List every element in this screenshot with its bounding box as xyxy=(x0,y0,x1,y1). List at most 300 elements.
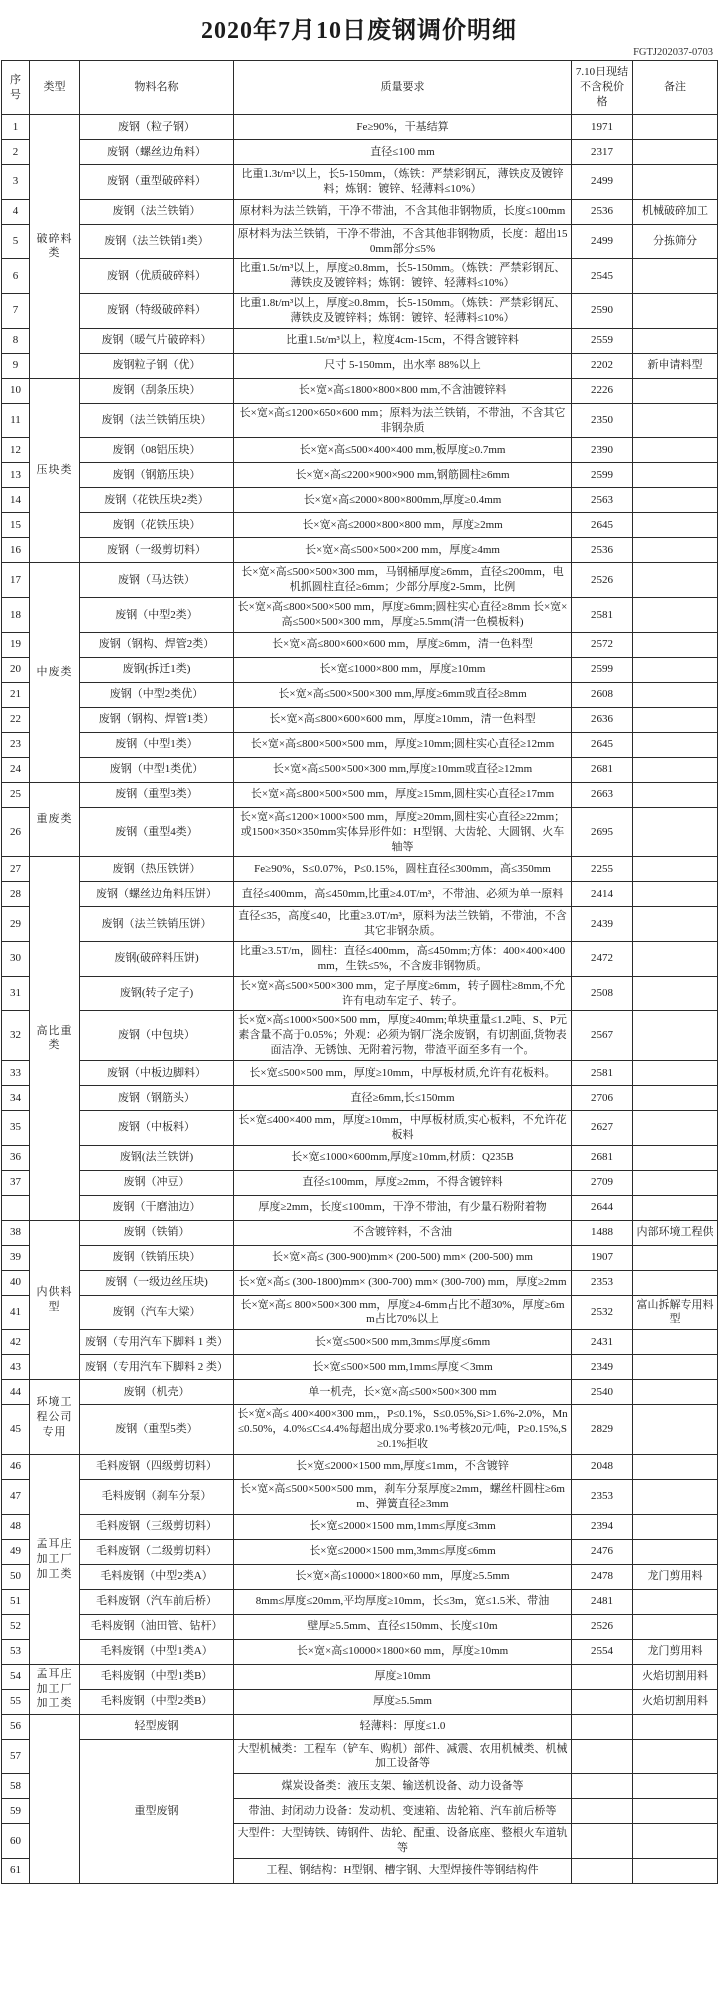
cell-price: 2390 xyxy=(572,438,633,463)
cell-material-name: 废钢（优质破碎料） xyxy=(80,259,234,294)
cell-no: 35 xyxy=(2,1110,30,1145)
cell-quality-requirement: 长×宽×高≤500×500×500 mm，刹车分泵厚度≥2mm，螺丝杆圆柱≥6mm、弹簧直径≥3mm xyxy=(234,1479,572,1514)
cell-price: 2536 xyxy=(572,199,633,224)
cell-material-name: 废钢（干磨油边） xyxy=(80,1195,234,1220)
header-type: 类型 xyxy=(30,61,80,115)
table-row xyxy=(2,1330,718,1355)
cell-material-name: 毛料废钢（三级剪切料） xyxy=(80,1514,234,1539)
cell-no: 45 xyxy=(2,1405,30,1455)
table-row xyxy=(2,513,718,538)
table-row xyxy=(2,976,718,1011)
cell-remark xyxy=(633,632,718,657)
cell-material-name: 废钢（重型4类） xyxy=(80,807,234,857)
cell-remark xyxy=(633,1514,718,1539)
cell-remark xyxy=(633,1858,718,1883)
cell-price: 2476 xyxy=(572,1539,633,1564)
table-row xyxy=(2,682,718,707)
table-row xyxy=(2,1245,718,1270)
cell-material-name: 轻型废钢 xyxy=(80,1714,234,1739)
cell-quality-requirement: 长×宽×高≤1800×800×800 mm,不含油镀锌料 xyxy=(234,378,572,403)
cell-material-name: 废钢（特级破碎料） xyxy=(80,294,234,329)
cell-no: 41 xyxy=(2,1295,30,1330)
cell-quality-requirement: 长×宽×高≤ (300-900)mm× (200-500) mm× (200-500) mm xyxy=(234,1245,572,1270)
table-row xyxy=(2,632,718,657)
cell-price: 2481 xyxy=(572,1589,633,1614)
cell-material-name: 废钢（重型5类） xyxy=(80,1405,234,1455)
cell-material-name: 废钢(转子定子) xyxy=(80,976,234,1011)
cell-remark xyxy=(633,707,718,732)
cell-price: 2636 xyxy=(572,707,633,732)
cell-remark xyxy=(633,115,718,140)
cell-remark: 富山拆解专用料型 xyxy=(633,1295,718,1330)
table-row xyxy=(2,1739,718,1774)
cell-material-name: 废钢（粒子钢） xyxy=(80,115,234,140)
cell-quality-requirement: 长×宽×高≤500×500×300 mm，定子厚度≥6mm，转子圆柱≥8mm,不允许有电动车定子、转子。 xyxy=(234,976,572,1011)
table-row xyxy=(2,328,718,353)
cell-remark xyxy=(633,882,718,907)
cell-price: 2829 xyxy=(572,1405,633,1455)
cell-quality-requirement: 长×宽×高≤1000×500×500 mm，厚度≥40mm;单块重量≤1.2吨、S、P元素含量不高于0.05%；外观：必须为钢厂浇余废钢，有切割面,货物表面洁净、无锈蚀、无附着污物，带渣平面至多有一个。 xyxy=(234,1011,572,1061)
table-row xyxy=(2,438,718,463)
cell-price: 2353 xyxy=(572,1479,633,1514)
cell-remark xyxy=(633,807,718,857)
cell-quality-requirement: 长×宽×高≤500×500×200 mm，厚度≥4mm xyxy=(234,538,572,563)
cell-material-name: 毛料废钢（四级剪切料） xyxy=(80,1454,234,1479)
header-row xyxy=(2,61,718,115)
cell-quality-requirement: 长×宽≤400×400 mm，厚度≥10mm，中厚板材质,实心板料，不允许花板料 xyxy=(234,1110,572,1145)
cell-remark xyxy=(633,1739,718,1774)
cell-quality-requirement: 轻薄料：厚度≤1.0 xyxy=(234,1714,572,1739)
cell-material-name: 毛料废钢（中型1类B） xyxy=(80,1664,234,1689)
cell-remark xyxy=(633,1085,718,1110)
cell-type: 孟耳庄加工厂加工类 xyxy=(30,1454,80,1664)
cell-quality-requirement: 长×宽×高≤800×600×600 mm，厚度≥6mm，清一色料型 xyxy=(234,632,572,657)
cell-material-name: 废钢（中板边脚料） xyxy=(80,1060,234,1085)
table-row xyxy=(2,1011,718,1061)
cell-price: 2536 xyxy=(572,538,633,563)
cell-no: 60 xyxy=(2,1824,30,1859)
cell-material-name: 废钢（铁销） xyxy=(80,1220,234,1245)
table-row xyxy=(2,563,718,598)
table-row xyxy=(2,857,718,882)
table-row xyxy=(2,1355,718,1380)
table-row xyxy=(2,1380,718,1405)
cell-type: 破碎料类 xyxy=(30,115,80,379)
cell-quality-requirement: 直径≤35，高度≤40，比重≥3.0T/m³，原料为法兰铁销，不带油，不含其它非钢杂质。 xyxy=(234,907,572,942)
cell-no: 11 xyxy=(2,403,30,438)
cell-price xyxy=(572,1824,633,1859)
cell-price: 2394 xyxy=(572,1514,633,1539)
cell-quality-requirement: 长×宽≤1000×800 mm，厚度≥10mm xyxy=(234,657,572,682)
cell-remark xyxy=(633,942,718,977)
table-row xyxy=(2,1639,718,1664)
cell-remark xyxy=(633,294,718,329)
cell-no: 14 xyxy=(2,488,30,513)
cell-remark: 龙门剪用料 xyxy=(633,1639,718,1664)
cell-material-name: 毛料废钢（中型2类B） xyxy=(80,1689,234,1714)
cell-price: 2695 xyxy=(572,807,633,857)
cell-no: 52 xyxy=(2,1614,30,1639)
cell-remark xyxy=(633,1824,718,1859)
cell-remark xyxy=(633,657,718,682)
cell-material-name: 废钢粒子钢（优） xyxy=(80,353,234,378)
cell-quality-requirement: 大型机械类：工程车（铲车、购机）部件、减震、农用机械类、机械加工设备等 xyxy=(234,1739,572,1774)
table-row xyxy=(2,882,718,907)
cell-remark xyxy=(633,857,718,882)
cell-quality-requirement: 长×宽×高≤1200×650×600 mm；原料为法兰铁销，不带油，不含其它非钢杂质 xyxy=(234,403,572,438)
cell-quality-requirement: 长×宽×高≤800×600×600 mm，厚度≥10mm，清一色料型 xyxy=(234,707,572,732)
cell-no: 53 xyxy=(2,1639,30,1664)
cell-price xyxy=(572,1799,633,1824)
table-row xyxy=(2,732,718,757)
cell-price: 1907 xyxy=(572,1245,633,1270)
table-row xyxy=(2,1714,718,1739)
cell-price: 2567 xyxy=(572,1011,633,1061)
cell-price: 2540 xyxy=(572,1380,633,1405)
cell-quality-requirement: 长×宽×高≤1200×1000×500 mm，厚度≥20mm,圆柱实心直径≥22mm；或1500×350×350mm实体异形件如：H型钢、大齿轮、大圆钢、火车轴等 xyxy=(234,807,572,857)
cell-type: 中废类 xyxy=(30,563,80,782)
cell-material-name: 废钢（螺丝边角料） xyxy=(80,140,234,165)
table-row xyxy=(2,224,718,259)
cell-no: 40 xyxy=(2,1270,30,1295)
cell-remark: 火焰切割用料 xyxy=(633,1664,718,1689)
cell-remark xyxy=(633,438,718,463)
cell-remark xyxy=(633,976,718,1011)
cell-no: 8 xyxy=(2,328,30,353)
cell-material-name: 废钢（法兰铁销1类） xyxy=(80,224,234,259)
cell-remark xyxy=(633,1799,718,1824)
cell-price: 2599 xyxy=(572,657,633,682)
table-row xyxy=(2,1195,718,1220)
cell-quality-requirement: 直径≥6mm,长≤150mm xyxy=(234,1085,572,1110)
cell-material-name: 废钢（专用汽车下脚料 2 类） xyxy=(80,1355,234,1380)
cell-remark xyxy=(633,1714,718,1739)
cell-price: 2532 xyxy=(572,1295,633,1330)
cell-price: 2608 xyxy=(572,682,633,707)
cell-no: 32 xyxy=(2,1011,30,1061)
cell-no: 56 xyxy=(2,1714,30,1739)
cell-price xyxy=(572,1774,633,1799)
cell-price: 2545 xyxy=(572,259,633,294)
cell-material-name: 毛料废钢（汽车前后桥） xyxy=(80,1589,234,1614)
cell-no: 37 xyxy=(2,1170,30,1195)
header-remark: 备注 xyxy=(633,61,718,115)
cell-remark xyxy=(633,165,718,200)
cell-price: 2317 xyxy=(572,140,633,165)
cell-quality-requirement: 工程、钢结构：H型钢、槽字钢、大型焊接件等钢结构件 xyxy=(234,1858,572,1883)
table-row xyxy=(2,199,718,224)
table-row xyxy=(2,598,718,633)
cell-material-name: 废钢（重型3类） xyxy=(80,782,234,807)
table-row xyxy=(2,538,718,563)
cell-price xyxy=(572,1714,633,1739)
cell-quality-requirement: 长×宽×高≤10000×1800×60 mm，厚度≥10mm xyxy=(234,1639,572,1664)
cell-remark xyxy=(633,463,718,488)
table-row xyxy=(2,1405,718,1455)
cell-remark xyxy=(633,1270,718,1295)
cell-quality-requirement: 壁厚≥5.5mm、直径≤150mm、长度≤10m xyxy=(234,1614,572,1639)
table-row xyxy=(2,1564,718,1589)
cell-quality-requirement: Fe≥90%，干基结算 xyxy=(234,115,572,140)
cell-remark xyxy=(633,1060,718,1085)
cell-quality-requirement: 直径≤400mm，高≤450mm,比重≥4.0T/m³，不带油、必须为单一原料 xyxy=(234,882,572,907)
cell-price: 2559 xyxy=(572,328,633,353)
cell-no: 18 xyxy=(2,598,30,633)
cell-price: 2508 xyxy=(572,976,633,1011)
cell-material-name: 毛料废钢（二级剪切料） xyxy=(80,1539,234,1564)
table-row xyxy=(2,403,718,438)
cell-material-name: 废钢（刮条压块） xyxy=(80,378,234,403)
cell-remark xyxy=(633,1614,718,1639)
table-row xyxy=(2,378,718,403)
cell-price: 1971 xyxy=(572,115,633,140)
table-row xyxy=(2,1145,718,1170)
cell-quality-requirement: 长×宽≤500×500 mm,3mm≤厚度≤6mm xyxy=(234,1330,572,1355)
cell-price: 2627 xyxy=(572,1110,633,1145)
cell-quality-requirement: 直径≤100 mm xyxy=(234,140,572,165)
cell-remark xyxy=(633,1170,718,1195)
cell-quality-requirement: 长×宽×高≤2000×800×800mm,厚度≥0.4mm xyxy=(234,488,572,513)
table-row xyxy=(2,1514,718,1539)
cell-no: 25 xyxy=(2,782,30,807)
cell-material-name: 废钢（一级剪切料） xyxy=(80,538,234,563)
header-name: 物料名称 xyxy=(80,61,234,115)
cell-no: 3 xyxy=(2,165,30,200)
cell-quality-requirement: 8mm≤厚度≤20mm,平均厚度≥10mm，长≤3m，宽≤1.5米、带油 xyxy=(234,1589,572,1614)
table-row xyxy=(2,294,718,329)
cell-remark xyxy=(633,1454,718,1479)
table-row xyxy=(2,1454,718,1479)
cell-price: 2255 xyxy=(572,857,633,882)
cell-remark xyxy=(633,1145,718,1170)
cell-material-name: 废钢（钢筋压块） xyxy=(80,463,234,488)
cell-price: 2350 xyxy=(572,403,633,438)
cell-quality-requirement: 单一机壳，长×宽×高≤500×500×300 mm xyxy=(234,1380,572,1405)
table-row xyxy=(2,1170,718,1195)
cell-material-name: 废钢（中型2类优） xyxy=(80,682,234,707)
cell-remark xyxy=(633,1355,718,1380)
cell-type: 压块类 xyxy=(30,378,80,563)
cell-remark: 龙门剪用料 xyxy=(633,1564,718,1589)
cell-no: 44 xyxy=(2,1380,30,1405)
cell-quality-requirement: 原材料为法兰铁销，干净不带油，不含其他非钢物质，长度：超出150mm部分≤5% xyxy=(234,224,572,259)
price-table xyxy=(1,60,718,1884)
cell-price: 2202 xyxy=(572,353,633,378)
cell-price: 2645 xyxy=(572,513,633,538)
cell-material-name: 废钢（马达铁） xyxy=(80,563,234,598)
cell-material-name: 废钢（中型1类） xyxy=(80,732,234,757)
cell-quality-requirement: 比重≥3.5T/m，圆柱：直径≤400mm，高≤450mm;方体：400×400×400mm，生铁≤5%，不含废非钢物质。 xyxy=(234,942,572,977)
cell-no xyxy=(2,1195,30,1220)
cell-no: 16 xyxy=(2,538,30,563)
cell-type: 孟耳庄加工厂加工类 xyxy=(30,1664,80,1714)
table-row xyxy=(2,1060,718,1085)
cell-no: 7 xyxy=(2,294,30,329)
cell-quality-requirement: 煤炭设备类：液压支架、输送机设备、动力设备等 xyxy=(234,1774,572,1799)
table-row xyxy=(2,1479,718,1514)
cell-price: 2681 xyxy=(572,1145,633,1170)
cell-price xyxy=(572,1664,633,1689)
cell-material-name: 废钢（08铝压块） xyxy=(80,438,234,463)
cell-remark xyxy=(633,1405,718,1455)
cell-material-name: 毛料废钢（中型1类A） xyxy=(80,1639,234,1664)
cell-material-name: 废钢（中包块） xyxy=(80,1011,234,1061)
cell-price: 2663 xyxy=(572,782,633,807)
cell-no: 42 xyxy=(2,1330,30,1355)
cell-remark xyxy=(633,1380,718,1405)
cell-remark xyxy=(633,682,718,707)
cell-material-name: 废钢(法兰铁饼) xyxy=(80,1145,234,1170)
cell-quality-requirement: 厚度≥5.5mm xyxy=(234,1689,572,1714)
cell-price: 2709 xyxy=(572,1170,633,1195)
cell-no: 2 xyxy=(2,140,30,165)
cell-quality-requirement: 长×宽×高≤500×500×300 mm，马钢桶厚度≥6mm，直径≤200mm，电机抓圆柱直径≥6mm；少部分厚度2-5mm，比例 xyxy=(234,563,572,598)
cell-no: 12 xyxy=(2,438,30,463)
cell-material-name: 废钢（法兰铁销压块） xyxy=(80,403,234,438)
cell-no: 39 xyxy=(2,1245,30,1270)
table-row xyxy=(2,1110,718,1145)
cell-quality-requirement: 比重1.8t/m³以上，厚度≥0.8mm，长5-150mm。（炼铁：严禁彩钢瓦、薄铁皮及镀锌料；炼钢：镀锌、轻薄料≤10%） xyxy=(234,294,572,329)
table-row xyxy=(2,1270,718,1295)
cell-no: 4 xyxy=(2,199,30,224)
cell-remark: 内部环境工程供 xyxy=(633,1220,718,1245)
cell-remark xyxy=(633,563,718,598)
cell-quality-requirement: 长×宽×高≤800×500×500 mm，厚度≥10mm;圆柱实心直径≥12mm xyxy=(234,732,572,757)
cell-quality-requirement: 长×宽≤500×500 mm,1mm≤厚度＜3mm xyxy=(234,1355,572,1380)
cell-price: 1488 xyxy=(572,1220,633,1245)
cell-no: 46 xyxy=(2,1454,30,1479)
cell-no: 26 xyxy=(2,807,30,857)
cell-price: 2572 xyxy=(572,632,633,657)
cell-price xyxy=(572,1739,633,1774)
table-row xyxy=(2,782,718,807)
table-row xyxy=(2,807,718,857)
cell-no: 22 xyxy=(2,707,30,732)
cell-quality-requirement: 长×宽×高≤800×500×500 mm，厚度≥15mm,圆柱实心直径≥17mm xyxy=(234,782,572,807)
cell-no: 23 xyxy=(2,732,30,757)
cell-material-name: 废钢（一级边丝压块) xyxy=(80,1270,234,1295)
cell-remark xyxy=(633,403,718,438)
cell-no: 20 xyxy=(2,657,30,682)
table-row xyxy=(2,1589,718,1614)
cell-quality-requirement: 长×宽×高≤ 800×500×300 mm，厚度≥4-6mm占比不超30%，厚度≥6mm占比70%以上 xyxy=(234,1295,572,1330)
cell-remark xyxy=(633,328,718,353)
cell-quality-requirement: 长×宽×高≤500×500×300 mm,厚度≥6mm或直径≥8mm xyxy=(234,682,572,707)
cell-price: 2706 xyxy=(572,1085,633,1110)
cell-no: 47 xyxy=(2,1479,30,1514)
cell-no: 6 xyxy=(2,259,30,294)
cell-quality-requirement: 厚度≥2mm，长度≤100mm，干净不带油，有少量石粉附着物 xyxy=(234,1195,572,1220)
cell-material-name: 废钢（机壳） xyxy=(80,1380,234,1405)
cell-no: 54 xyxy=(2,1664,30,1689)
cell-material-name: 废钢（热压铁饼） xyxy=(80,857,234,882)
table-row xyxy=(2,165,718,200)
cell-type xyxy=(30,1714,80,1883)
cell-no: 59 xyxy=(2,1799,30,1824)
cell-price: 2581 xyxy=(572,598,633,633)
cell-quality-requirement: 带油、封闭动力设备：发动机、变速箱、齿轮箱、汽车前后桥等 xyxy=(234,1799,572,1824)
cell-quality-requirement: 比重1.3t/m³以上，长5-150mm，（炼铁：严禁彩钢瓦，薄铁皮及镀锌料；炼钢：镀锌、轻薄料≤10%） xyxy=(234,165,572,200)
table-row xyxy=(2,1614,718,1639)
cell-no: 15 xyxy=(2,513,30,538)
cell-no: 43 xyxy=(2,1355,30,1380)
cell-remark xyxy=(633,907,718,942)
cell-remark xyxy=(633,513,718,538)
cell-material-name: 废钢（钢构、焊管2类） xyxy=(80,632,234,657)
cell-quality-requirement: 长×宽≤2000×1500 mm,厚度≤1mm，不含镀锌 xyxy=(234,1454,572,1479)
cell-no: 29 xyxy=(2,907,30,942)
cell-quality-requirement: 长×宽×高≤500×400×400 mm,板厚度≥0.7mm xyxy=(234,438,572,463)
cell-price: 2431 xyxy=(572,1330,633,1355)
cell-quality-requirement: 比重1.5t/m³以上，粒度4cm-15cm，不得含镀锌料 xyxy=(234,328,572,353)
cell-price: 2349 xyxy=(572,1355,633,1380)
table-row xyxy=(2,463,718,488)
cell-material-name: 废钢（法兰铁销压饼） xyxy=(80,907,234,942)
table-row xyxy=(2,907,718,942)
cell-no: 10 xyxy=(2,378,30,403)
table-row xyxy=(2,657,718,682)
cell-remark xyxy=(633,1011,718,1061)
table-row xyxy=(2,115,718,140)
cell-no: 27 xyxy=(2,857,30,882)
cell-remark xyxy=(633,1245,718,1270)
cell-no: 1 xyxy=(2,115,30,140)
cell-no: 30 xyxy=(2,942,30,977)
cell-material-name: 废钢(拆迁1类) xyxy=(80,657,234,682)
cell-no: 34 xyxy=(2,1085,30,1110)
cell-price: 2226 xyxy=(572,378,633,403)
cell-price: 2563 xyxy=(572,488,633,513)
table-row xyxy=(2,1085,718,1110)
cell-quality-requirement: 长×宽≤1000×600mm,厚度≥10mm,材质：Q235B xyxy=(234,1145,572,1170)
cell-remark xyxy=(633,782,718,807)
table-row xyxy=(2,140,718,165)
cell-quality-requirement: 厚度≥10mm xyxy=(234,1664,572,1689)
table-row xyxy=(2,1220,718,1245)
cell-no: 57 xyxy=(2,1739,30,1774)
cell-remark xyxy=(633,1589,718,1614)
cell-material-name: 废钢（钢构、焊管1类） xyxy=(80,707,234,732)
cell-price: 2581 xyxy=(572,1060,633,1085)
cell-remark xyxy=(633,378,718,403)
cell-quality-requirement: 长×宽×高≤800×500×500 mm，厚度≥6mm;圆柱实心直径≥8mm 长×宽×高≤500×500×300 mm，厚度≥5.5mm(清一色模板料) xyxy=(234,598,572,633)
cell-material-name: 废钢（花铁压块2类） xyxy=(80,488,234,513)
cell-material-name: 废钢（冲豆） xyxy=(80,1170,234,1195)
cell-remark xyxy=(633,1774,718,1799)
cell-quality-requirement: 尺寸 5-150mm，出水率 88%以上 xyxy=(234,353,572,378)
cell-price: 2645 xyxy=(572,732,633,757)
cell-remark xyxy=(633,732,718,757)
cell-price: 2472 xyxy=(572,942,633,977)
cell-price: 2353 xyxy=(572,1270,633,1295)
cell-quality-requirement: 长×宽≤500×500 mm，厚度≥10mm，中厚板材质,允许有花板料。 xyxy=(234,1060,572,1085)
table-row xyxy=(2,1664,718,1689)
table-row xyxy=(2,353,718,378)
header-spec: 质量要求 xyxy=(234,61,572,115)
cell-no: 33 xyxy=(2,1060,30,1085)
cell-material-name: 废钢（汽车大梁） xyxy=(80,1295,234,1330)
cell-price xyxy=(572,1689,633,1714)
price-table-body xyxy=(2,115,718,1884)
cell-quality-requirement: 直径≤100mm，厚度≥2mm，不得含镀锌料 xyxy=(234,1170,572,1195)
cell-no: 9 xyxy=(2,353,30,378)
cell-price xyxy=(572,1858,633,1883)
document-code: FGTJ202037-0703 xyxy=(633,47,713,58)
cell-remark xyxy=(633,488,718,513)
cell-material-name: 废钢（专用汽车下脚料 1 类） xyxy=(80,1330,234,1355)
cell-quality-requirement: 不含镀锌料，不含油 xyxy=(234,1220,572,1245)
cell-quality-requirement: 长×宽×高≤2200×900×900 mm,钢筋圆柱≥6mm xyxy=(234,463,572,488)
